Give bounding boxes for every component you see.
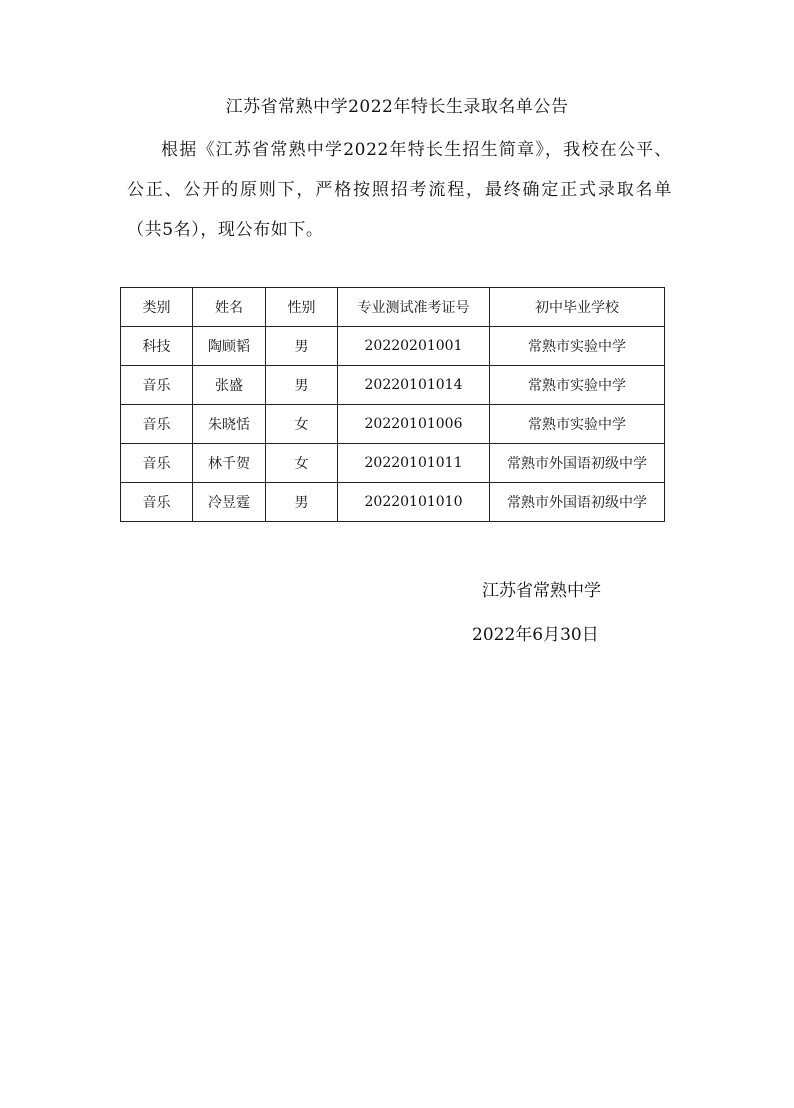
cell-category: 音乐 (121, 483, 193, 522)
cell-gender: 男 (266, 366, 338, 405)
cell-category: 音乐 (121, 444, 193, 483)
cell-gender: 女 (266, 405, 338, 444)
cell-name: 林千贺 (193, 444, 266, 483)
cell-exam-id: 20220101014 (338, 366, 490, 405)
table-row (121, 444, 665, 483)
cell-gender: 男 (266, 483, 338, 522)
cell-gender: 男 (266, 327, 338, 366)
table-header-row (121, 288, 665, 327)
cell-exam-id: 20220201001 (338, 327, 490, 366)
cell-gender: 女 (266, 444, 338, 483)
issue-date: 2022年6月30日 (472, 625, 599, 645)
cell-school: 常熟市实验中学 (490, 327, 665, 366)
cell-name: 陶顾韬 (193, 327, 266, 366)
cell-school: 常熟市外国语初级中学 (490, 444, 665, 483)
cell-name: 朱晓恬 (193, 405, 266, 444)
cell-exam-id: 20220101006 (338, 405, 490, 444)
cell-name: 张盛 (193, 366, 266, 405)
cell-name: 冷昱霆 (193, 483, 266, 522)
header-name: 姓名 (193, 288, 266, 327)
cell-category: 音乐 (121, 405, 193, 444)
header-school: 初中毕业学校 (490, 288, 665, 327)
table-row (121, 366, 665, 405)
header-gender: 性别 (266, 288, 338, 327)
table-row (121, 483, 665, 522)
cell-category: 音乐 (121, 366, 193, 405)
admission-table (120, 287, 665, 522)
header-category: 类别 (121, 288, 193, 327)
header-exam-id: 专业测试准考证号 (338, 288, 490, 327)
document-title: 江苏省常熟中学2022年特长生录取名单公告 (225, 97, 569, 117)
cell-exam-id: 20220101010 (338, 483, 490, 522)
cell-category: 科技 (121, 327, 193, 366)
cell-school: 常熟市实验中学 (490, 366, 665, 405)
cell-school: 常熟市实验中学 (490, 405, 665, 444)
table-row (121, 327, 665, 366)
cell-school: 常熟市外国语初级中学 (490, 483, 665, 522)
issuer-signature: 江苏省常熟中学 (482, 581, 601, 601)
cell-exam-id: 20220101011 (338, 444, 490, 483)
announcement-paragraph: 根据《江苏省常熟中学2022年特长生招生简章》，我校在公平、公正、公开的原则下，严格按照招考流程，最终确定正式录取名单（共5名），现公布如下。 (127, 140, 672, 240)
table-row (121, 405, 665, 444)
